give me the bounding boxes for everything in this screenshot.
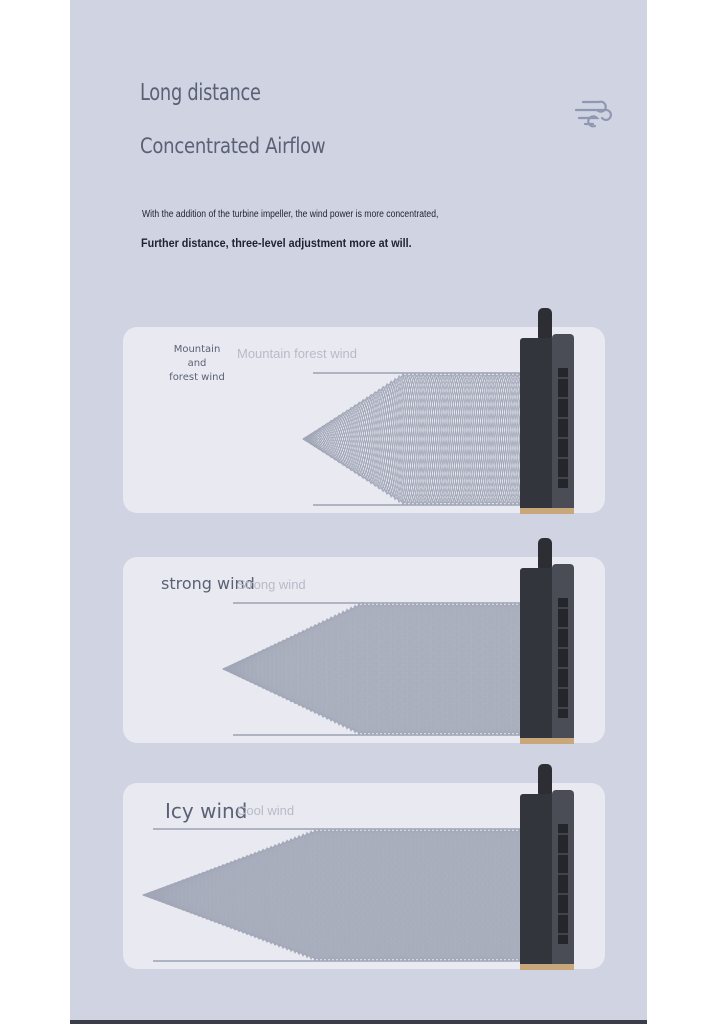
mode-ghost-label: Mountain forest wind (237, 346, 357, 361)
wind-icon (573, 94, 613, 132)
mode-ghost-label: Strong wind (237, 577, 306, 592)
mode-label-line-1: Mountain and (173, 344, 221, 369)
page-subtitle: Concentrated Airflow (140, 134, 326, 158)
mode-label: strong wind (161, 574, 255, 593)
tower-fan-icon (518, 308, 578, 514)
tower-fan-icon (518, 764, 578, 970)
tower-fan-icon (518, 538, 578, 744)
mode-label (169, 343, 225, 385)
bottom-bar (70, 1020, 647, 1024)
mode-label-line-2: forest wind (169, 372, 225, 383)
mode-label: Icy wind (165, 799, 248, 823)
description-line-2: Further distance, three-level adjustment more at will. (141, 236, 412, 250)
page-title: Long distance (140, 80, 261, 106)
description-line-1: With the addition of the turbine impeller, the wind power is more concentrated, (142, 209, 439, 220)
mode-ghost-label: Cool wind (237, 803, 295, 818)
